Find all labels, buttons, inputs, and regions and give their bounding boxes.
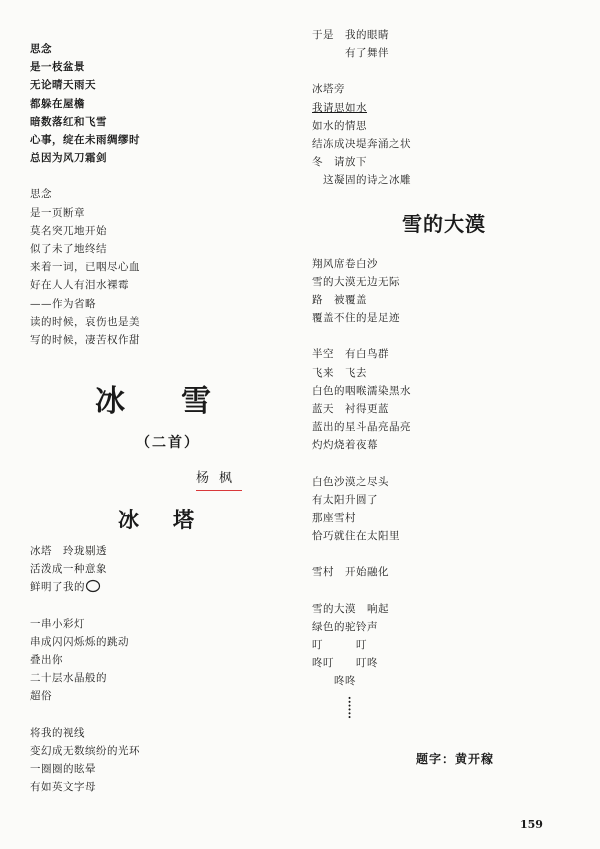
stanza — [30, 542, 280, 597]
poem-line: 恰巧就住在太阳里 — [312, 530, 400, 543]
stanza — [312, 473, 572, 546]
poem-line: 雪村 开始融化 — [312, 566, 389, 579]
poem-line: 来着一词，已咽尽心血 — [30, 261, 140, 274]
poem-line: 叮 叮 — [312, 639, 367, 652]
poem-line: 二十层水晶般的 — [30, 672, 107, 685]
poem-line: 半空 有白鸟群 — [312, 348, 389, 361]
poem-line: 思念 — [30, 188, 52, 201]
poem-line: 是一页断章 — [30, 206, 85, 219]
stanza — [312, 600, 572, 691]
poem-title-ice-tower: 冰塔 — [118, 507, 228, 532]
poem-line: 于是 我的眼睛 — [312, 29, 389, 41]
poem-line: 翔风席卷白沙 — [312, 257, 378, 270]
stanza — [312, 26, 572, 62]
stanza — [312, 80, 572, 189]
poem-line: 是一枝盆景 — [30, 61, 85, 74]
poem-line: 有如英文字母 — [30, 781, 96, 794]
poem-line: 一串小彩灯 — [30, 617, 85, 630]
right-column — [312, 26, 572, 709]
poem-line: 超俗 — [30, 690, 52, 703]
stanza — [30, 615, 280, 706]
stanza-longing-fragment — [30, 185, 280, 349]
stanza — [312, 345, 572, 454]
poem-line: 思念 — [30, 43, 52, 55]
ice-tower-poem — [30, 542, 280, 814]
poem-line: 路 被覆盖 — [312, 294, 367, 307]
stanza-longing-bonsai — [30, 40, 280, 167]
poem-line: 写的时候，凄苦权作甜 — [30, 334, 140, 347]
poem-line: 总因为风刀霜剑 — [30, 152, 107, 165]
poem-line: 串成闪闪烁烁的跳动 — [30, 635, 129, 648]
poem-line: 蓝出的星斗晶亮晶亮 — [312, 421, 411, 434]
poem-line: 咚叮 叮咚 — [312, 657, 378, 670]
poem-line: 冬 请放下 — [312, 156, 367, 169]
poem-line: 有太阳升圆了 — [312, 493, 378, 506]
poem-line: 覆盖不住的是足迹 — [312, 312, 400, 325]
page-number: 159 — [520, 818, 543, 831]
poem-line: 将我的视线 — [30, 726, 85, 739]
poem-line: 都躲在屋檐 — [30, 97, 85, 110]
poem-line: 有了舞伴 — [312, 47, 389, 60]
poem-line: 白色沙漠之尽头 — [312, 475, 389, 488]
poem-line: 无论晴天雨天 — [30, 79, 96, 92]
poem-line: 一圈圈的眩晕 — [30, 763, 96, 776]
poem-line: 雪的大漠无边无际 — [312, 275, 400, 288]
poem-line: 灼灼烧着夜幕 — [312, 439, 378, 452]
poem-line: 如水的情思 — [312, 119, 367, 132]
poem-line: 好在人人有泪水裸霉 — [30, 279, 129, 292]
poem-line: ——作为省略 — [30, 297, 96, 310]
stanza — [312, 563, 572, 581]
poem-line: 结冻成决堤奔涌之状 — [312, 138, 411, 151]
left-top-poem — [30, 40, 280, 367]
poem-line-text: 鲜明了我的 — [30, 581, 85, 594]
poem-title-snow-desert: 雪的大漠 — [402, 211, 486, 236]
poem-line: 飞来 飞去 — [312, 366, 367, 379]
author-name: 杨枫 — [196, 467, 242, 491]
poem-line: 读的时候，哀伤也是美 — [30, 315, 140, 328]
poem-line: 活泼成一种意象 — [30, 563, 107, 576]
poem-line: 雪的大漠 响起 — [312, 602, 389, 615]
ellipsis-dots: ······ — [342, 696, 356, 719]
poem-line: 心事，绽在未雨绸缪时 — [30, 134, 140, 147]
poem-line: 冰塔 玲珑剔透 — [30, 545, 107, 557]
poem-line: 变幻成无数缤纷的光环 — [30, 744, 140, 757]
poem-line: 似了未了地终结 — [30, 243, 107, 256]
poem-line: 我请思如水 — [312, 101, 367, 114]
poem-line: 冰塔旁 — [312, 83, 345, 96]
poem-line: 这凝固的诗之冰雕 — [312, 174, 411, 187]
poem-line: 咚咚 — [312, 675, 356, 688]
stanza — [312, 255, 572, 328]
poem-line: 莫名突兀地开始 — [30, 224, 107, 237]
stanza — [30, 724, 280, 797]
poem-line — [30, 578, 280, 596]
poem-line: 蓝天 衬得更蓝 — [312, 403, 389, 416]
poem-line: 绿色的驼铃声 — [312, 620, 378, 633]
poem-line: 那座雪村 — [312, 512, 356, 525]
main-title: 冰雪 — [95, 384, 267, 419]
vertical-ellipsis — [342, 696, 356, 719]
hand-drawn-mark-icon — [85, 579, 101, 593]
subtitle: （二首） — [136, 435, 200, 451]
poem-line: 白色的咽喉濡染黑水 — [312, 384, 411, 397]
poem-line: 叠出你 — [30, 654, 63, 667]
poem-line: 暗数落红和飞雪 — [30, 115, 107, 128]
calligraphy-credit: 题字：黄开稼 — [416, 752, 495, 766]
